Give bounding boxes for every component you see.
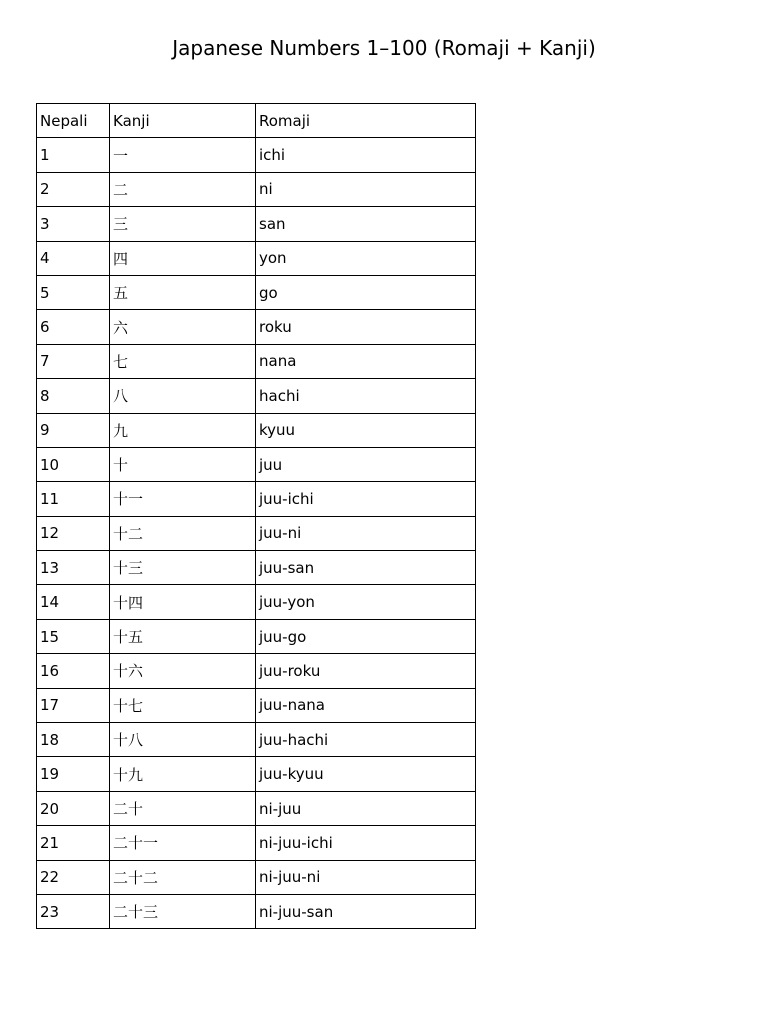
cell-nepali: 9 <box>37 413 110 447</box>
cell-romaji: yon <box>256 241 476 275</box>
cell-nepali: 6 <box>37 310 110 344</box>
table-row <box>37 826 476 860</box>
cell-nepali: 2 <box>37 172 110 206</box>
cell-nepali: 4 <box>37 241 110 275</box>
table-row <box>37 516 476 550</box>
cell-kanji: 一 <box>110 138 256 172</box>
cell-romaji: san <box>256 207 476 241</box>
table-row <box>37 241 476 275</box>
cell-kanji: 四 <box>110 241 256 275</box>
table-row <box>37 654 476 688</box>
cell-nepali: 11 <box>37 482 110 516</box>
cell-nepali: 19 <box>37 757 110 791</box>
cell-kanji: 八 <box>110 379 256 413</box>
cell-romaji: juu <box>256 447 476 481</box>
cell-kanji: 二十三 <box>110 894 256 928</box>
table-row <box>37 757 476 791</box>
cell-nepali: 18 <box>37 723 110 757</box>
cell-romaji: nana <box>256 344 476 378</box>
cell-romaji: ni <box>256 172 476 206</box>
cell-romaji: juu-hachi <box>256 723 476 757</box>
cell-kanji: 二十 <box>110 791 256 825</box>
cell-kanji: 十七 <box>110 688 256 722</box>
cell-romaji: ni-juu-ichi <box>256 826 476 860</box>
cell-nepali: 7 <box>37 344 110 378</box>
cell-romaji: juu-san <box>256 551 476 585</box>
table-row <box>37 275 476 309</box>
table-row <box>37 585 476 619</box>
cell-romaji: ni-juu-san <box>256 894 476 928</box>
cell-romaji: juu-yon <box>256 585 476 619</box>
table-row <box>37 619 476 653</box>
cell-kanji: 十 <box>110 447 256 481</box>
cell-nepali: 1 <box>37 138 110 172</box>
table-row <box>37 723 476 757</box>
header-nepali: Nepali <box>37 104 110 138</box>
cell-romaji: roku <box>256 310 476 344</box>
cell-romaji: ni-juu <box>256 791 476 825</box>
cell-kanji: 七 <box>110 344 256 378</box>
table-row <box>37 447 476 481</box>
cell-romaji: ichi <box>256 138 476 172</box>
cell-romaji: juu-ni <box>256 516 476 550</box>
table-row <box>37 413 476 447</box>
cell-nepali: 8 <box>37 379 110 413</box>
numbers-table <box>36 103 476 929</box>
cell-kanji: 二 <box>110 172 256 206</box>
cell-kanji: 九 <box>110 413 256 447</box>
cell-romaji: juu-ichi <box>256 482 476 516</box>
cell-romaji: juu-go <box>256 619 476 653</box>
cell-kanji: 十一 <box>110 482 256 516</box>
cell-romaji: juu-roku <box>256 654 476 688</box>
cell-kanji: 十三 <box>110 551 256 585</box>
header-romaji: Romaji <box>256 104 476 138</box>
cell-nepali: 17 <box>37 688 110 722</box>
cell-kanji: 十九 <box>110 757 256 791</box>
table-row <box>37 688 476 722</box>
table-row <box>37 482 476 516</box>
table-row <box>37 894 476 928</box>
cell-nepali: 5 <box>37 275 110 309</box>
cell-nepali: 10 <box>37 447 110 481</box>
header-kanji: Kanji <box>110 104 256 138</box>
cell-romaji: hachi <box>256 379 476 413</box>
table-row <box>37 172 476 206</box>
cell-romaji: ni-juu-ni <box>256 860 476 894</box>
cell-kanji: 三 <box>110 207 256 241</box>
cell-kanji: 二十一 <box>110 826 256 860</box>
cell-nepali: 13 <box>37 551 110 585</box>
table-row <box>37 138 476 172</box>
cell-nepali: 16 <box>37 654 110 688</box>
table-body <box>37 138 476 929</box>
cell-nepali: 14 <box>37 585 110 619</box>
cell-nepali: 21 <box>37 826 110 860</box>
table-row <box>37 791 476 825</box>
cell-romaji: kyuu <box>256 413 476 447</box>
table-row <box>37 207 476 241</box>
cell-nepali: 20 <box>37 791 110 825</box>
cell-kanji: 六 <box>110 310 256 344</box>
cell-nepali: 12 <box>37 516 110 550</box>
cell-kanji: 十六 <box>110 654 256 688</box>
cell-kanji: 五 <box>110 275 256 309</box>
cell-nepali: 15 <box>37 619 110 653</box>
cell-nepali: 3 <box>37 207 110 241</box>
cell-nepali: 23 <box>37 894 110 928</box>
table-row <box>37 551 476 585</box>
table-row <box>37 379 476 413</box>
table-row <box>37 860 476 894</box>
page-title: Japanese Numbers 1–100 (Romaji + Kanji) <box>172 36 596 60</box>
cell-kanji: 二十二 <box>110 860 256 894</box>
table-row <box>37 344 476 378</box>
cell-nepali: 22 <box>37 860 110 894</box>
table-row <box>37 310 476 344</box>
table-header-row <box>37 104 476 138</box>
cell-kanji: 十五 <box>110 619 256 653</box>
cell-kanji: 十四 <box>110 585 256 619</box>
cell-kanji: 十八 <box>110 723 256 757</box>
cell-romaji: juu-nana <box>256 688 476 722</box>
cell-kanji: 十二 <box>110 516 256 550</box>
cell-romaji: go <box>256 275 476 309</box>
cell-romaji: juu-kyuu <box>256 757 476 791</box>
